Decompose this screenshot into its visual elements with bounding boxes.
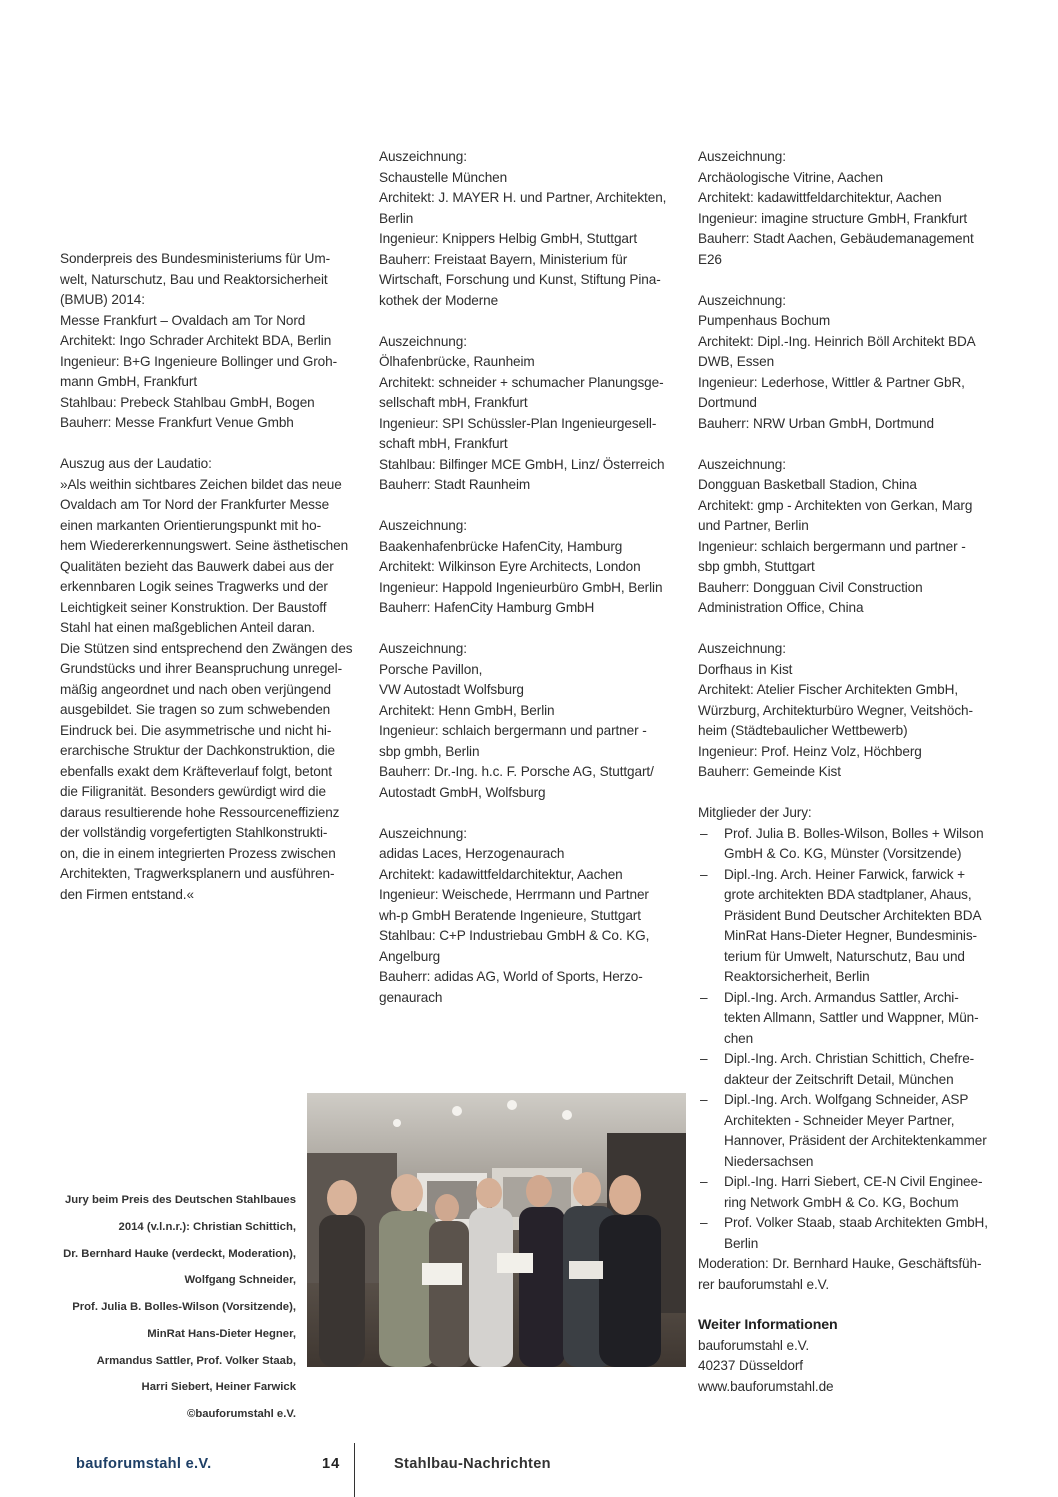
- text-line: Ingenieur: B+G Ingenieure Bollinger und Groh-: [60, 353, 337, 369]
- jury-member-line: – Dipl.-Ing. Arch. Christian Schittich, Chefre-: [724, 1051, 975, 1066]
- jury-member: [698, 865, 998, 988]
- page-number: 14: [322, 1456, 341, 1472]
- column-3-lines: [698, 147, 998, 824]
- text-line: Ingenieur: Prof. Heinz Volz, Höchberg: [698, 743, 922, 759]
- text-line: Bauherr: NRW Urban GmbH, Dortmund: [698, 415, 934, 431]
- paragraph-gap: [379, 803, 679, 824]
- text-line: wh-p GmbH Beratende Ingenieure, Stuttgart: [379, 907, 641, 923]
- text-line: Ovaldach am Tor Nord der Frankfurter Messe: [60, 497, 330, 512]
- photo-caption: [40, 1182, 296, 1434]
- text-line: Stahlbau: Bilfinger MCE GmbH, Linz/ Österreich: [379, 456, 665, 472]
- text-line: Autostadt GmbH, Wolfsburg: [379, 784, 546, 800]
- text-line: Angelburg: [379, 948, 441, 964]
- jury-member-line: Präsident Bund Deutscher Architekten BDA: [724, 907, 982, 923]
- text-line: Eindruck bei. Die asymmetrische und nicht hi-: [60, 722, 332, 738]
- text-line: schaft mbH, Frankfurt: [379, 436, 508, 451]
- caption-line: Harri Siebert, Heiner Farwick: [141, 1381, 296, 1394]
- text-line: sbp gmbh, Stuttgart: [698, 559, 815, 574]
- text-line: Mitglieder der Jury:: [698, 805, 812, 820]
- text-line: Ingenieur: SPI Schüssler-Plan Ingenieurgesell-: [379, 415, 657, 431]
- text-line: Architekten, Tragwerksplanern und ausführen-: [60, 866, 335, 881]
- text-line: VW Autostadt Wolfsburg: [379, 682, 524, 697]
- text-line: der vollständig vorgefertigten Stahlkonstrukti-: [60, 825, 328, 840]
- text-line: Auszeichnung:: [379, 518, 467, 533]
- text-column-1: [60, 249, 360, 905]
- caption-line: Dr. Bernhard Hauke (verdeckt, Moderation),: [63, 1247, 296, 1260]
- jury-member-line: grote architekten BDA stadtplaner, Ahaus,: [724, 887, 972, 902]
- text-line: Architekt: kadawittfeldarchitektur, Aachen: [698, 190, 942, 205]
- text-line: Stahl hat einen maßgeblichen Anteil daran.: [60, 620, 316, 635]
- text-line: Bauherr: Stadt Raunheim: [379, 477, 531, 492]
- text-line: Architekt: Henn GmbH, Berlin: [379, 702, 555, 718]
- text-line: Architekt: kadawittfeldarchitektur, Aachen: [379, 866, 623, 882]
- paragraph-gap: [698, 619, 998, 640]
- text-line: heim (Städtebaulicher Wettbewerb): [698, 723, 908, 738]
- text-line: Auszeichnung:: [379, 333, 467, 349]
- text-line: Architekt: gmp - Architekten von Gerkan, Marg: [698, 497, 973, 513]
- jury-member-line: GmbH & Co. KG, Münster (Vorsitzende): [724, 846, 962, 861]
- jury-member-line: ring Network GmbH & Co. KG, Bochum: [724, 1194, 959, 1210]
- text-line: Bauherr: adidas AG, World of Sports, Herzo-: [379, 969, 643, 984]
- text-line: Auszeichnung:: [698, 641, 786, 656]
- caption-line: Jury beim Preis des Deutschen Stahlbaues: [64, 1194, 296, 1207]
- text-line: erarchische Struktur der Dachkonstruktion, die: [60, 743, 335, 758]
- text-line: Ingenieur: schlaich bergermann und partner -: [698, 538, 966, 554]
- text-column-2: [379, 147, 679, 1008]
- text-line: Bauherr: Messe Frankfurt Venue Gmbh: [60, 415, 294, 430]
- text-line: Ingenieur: schlaich bergermann und partner -: [379, 723, 647, 738]
- text-line: welt, Naturschutz, Bau und Reaktorsicherheit: [60, 271, 328, 287]
- text-line: Sonderpreis des Bundesministeriums für Um-: [60, 251, 331, 266]
- jury-member-line: terium für Umwelt, Naturschutz, Bau und: [724, 948, 965, 964]
- contact-line: 40237 Düsseldorf: [698, 1358, 803, 1373]
- jury-member: [698, 988, 998, 1050]
- text-line: Baakenhafenbrücke HafenCity, Hamburg: [379, 538, 623, 554]
- text-line: Architekt: Dipl.-Ing. Heinrich Böll Architekt BDA: [698, 333, 976, 349]
- column-2-lines: [379, 147, 679, 1008]
- text-line: Auszeichnung:: [698, 456, 786, 472]
- jury-member: [698, 1172, 998, 1213]
- caption-line: ©bauforumstahl e.V.: [187, 1407, 296, 1420]
- text-line: genaurach: [379, 989, 443, 1005]
- text-line: hem Wiedererkennungswert. Seine ästhetischen: [60, 538, 349, 553]
- jury-member-line: dakteur der Zeitschrift Detail, München: [724, 1071, 954, 1087]
- text-line: sellschaft mbH, Frankfurt: [379, 395, 528, 410]
- text-line: Dorfhaus in Kist: [698, 661, 793, 677]
- text-line: Architekt: Ingo Schrader Architekt BDA, Berlin: [60, 333, 332, 348]
- text-line: ebenfalls exakt dem Kräfteverlauf folgt, betont: [60, 763, 332, 779]
- text-line: Bauherr: Freistaat Bayern, Ministerium für: [379, 251, 628, 267]
- jury-member-line: – Dipl.-Ing. Arch. Heiner Farwick, farwick +: [724, 866, 965, 882]
- jury-member: [698, 824, 998, 865]
- text-line: ausgebildet. Sie tragen so zum schwebenden: [60, 702, 331, 717]
- text-line: Bauherr: Dr.-Ing. h.c. F. Porsche AG, Stuttgart/: [379, 764, 654, 779]
- caption-line: Armandus Sattler, Prof. Volker Staab,: [96, 1354, 296, 1367]
- text-line: Architekt: Atelier Fischer Architekten GmbH,: [698, 682, 959, 697]
- text-line: Porsche Pavillon,: [379, 661, 483, 677]
- footer-divider: [354, 1443, 355, 1497]
- jury-member-line: – Dipl.-Ing. Arch. Armandus Sattler, Archi-: [724, 989, 959, 1005]
- moderation-line: rer bauforumstahl e.V.: [698, 1276, 830, 1292]
- text-line: mann GmbH, Frankfurt: [60, 374, 197, 389]
- text-line: Auszeichnung:: [379, 149, 467, 164]
- paragraph-gap: [379, 496, 679, 517]
- jury-member-line: – Prof. Julia B. Bolles-Wilson, Bolles + Wilson: [724, 825, 984, 841]
- text-line: Wirtschaft, Forschung und Kunst, Stiftung Pina-: [379, 272, 661, 287]
- jury-photo: [307, 1093, 686, 1367]
- text-line: Würzburg, Architekturbüro Wegner, Veitshöch-: [698, 702, 973, 718]
- text-line: Auszeichnung:: [379, 641, 467, 656]
- text-line: Auszeichnung:: [379, 825, 467, 841]
- paragraph-gap: [379, 619, 679, 640]
- text-line: den Firmen entstand.«: [60, 886, 194, 902]
- jury-member-line: Reaktorsicherheit, Berlin: [724, 969, 870, 984]
- text-line: adidas Laces, Herzogenaurach: [379, 846, 565, 861]
- text-line: Architekt: J. MAYER H. und Partner, Architekten,: [379, 190, 667, 205]
- more-info-block: [698, 1336, 998, 1398]
- paragraph-gap: [60, 434, 360, 455]
- caption-line: 2014 (v.l.n.r.): Christian Schittich,: [118, 1221, 296, 1233]
- more-info-heading: Weiter Informationen: [698, 1317, 838, 1333]
- paragraph-gap: [698, 783, 998, 804]
- text-line: Auszeichnung:: [698, 292, 786, 308]
- text-line: Ingenieur: Happold Ingenieurbüro GmbH, Berlin: [379, 579, 663, 595]
- text-line: einen markanten Orientierungspunkt mit ho-: [60, 517, 322, 533]
- text-line: Administration Office, China: [698, 600, 864, 615]
- text-line: Stahlbau: C+P Industriebau GmbH & Co. KG,: [379, 928, 650, 943]
- text-column-3: [698, 147, 998, 1397]
- text-line: Auszug aus der Laudatio:: [60, 456, 212, 471]
- jury-member-line: Architekten - Schneider Meyer Partner,: [724, 1112, 955, 1128]
- moderation-note: [698, 1254, 998, 1295]
- text-line: erkennbaren Logik seines Tragwerks und der: [60, 579, 328, 594]
- text-line: Pumpenhaus Bochum: [698, 313, 831, 328]
- text-line: Qualitäten bezieht das Bauwerk dabei aus der: [60, 558, 334, 574]
- text-line: Ingenieur: imagine structure GmbH, Frankfurt: [698, 210, 968, 226]
- text-line: Architekt: schneider + schumacher Planungsge-: [379, 374, 664, 390]
- text-line: Ingenieur: Knippers Helbig GmbH, Stuttgart: [379, 231, 637, 246]
- contact-line: www.bauforumstahl.de: [698, 1378, 834, 1394]
- caption-line: Wolfgang Schneider,: [184, 1274, 296, 1287]
- jury-member-line: Hannover, Präsident der Architektenkammer: [724, 1133, 987, 1148]
- jury-member-line: – Prof. Volker Staab, staab Architekten GmbH,: [724, 1215, 988, 1230]
- jury-member-line: Niedersachsen: [724, 1153, 814, 1169]
- text-line: »Als weithin sichtbares Zeichen bildet das neue: [60, 476, 342, 492]
- text-line: (BMUB) 2014:: [60, 292, 145, 307]
- text-line: on, die in einem integrierten Prozess zwischen: [60, 845, 336, 861]
- text-line: kothek der Moderne: [379, 292, 499, 308]
- jury-member-line: Berlin: [724, 1235, 759, 1251]
- text-line: daraus resultierende hohe Ressourceneffizienz: [60, 804, 340, 820]
- text-line: Bauherr: Gemeinde Kist: [698, 764, 841, 779]
- text-line: DWB, Essen: [698, 354, 775, 369]
- moderation-line: Moderation: Dr. Bernhard Hauke, Geschäftsfüh-: [698, 1256, 982, 1271]
- footer-publication: Stahlbau-Nachrichten: [394, 1456, 551, 1472]
- text-line: Bauherr: HafenCity Hamburg GmbH: [379, 600, 595, 615]
- jury-photo-illustration: [307, 1093, 686, 1367]
- caption-line: Prof. Julia B. Bolles-Wilson (Vorsitzende),: [72, 1301, 296, 1314]
- text-line: Dongguan Basketball Stadion, China: [698, 477, 917, 492]
- text-line: Ölhafenbrücke, Raunheim: [379, 354, 535, 369]
- contact-line: bauforumstahl e.V.: [698, 1337, 810, 1353]
- text-line: Leichtigkeit seiner Konstruktion. Der Baustoff: [60, 599, 327, 615]
- text-line: die Filigranität. Besonders gewürdigt wird die: [60, 784, 326, 799]
- jury-member-line: tekten Allmann, Sattler und Wappner, Mün-: [724, 1010, 979, 1025]
- text-line: und Partner, Berlin: [698, 518, 809, 533]
- jury-member-line: MinRat Hans-Dieter Hegner, Bundesminis-: [724, 928, 977, 943]
- text-line: Dortmund: [698, 395, 757, 410]
- jury-member-line: – Dipl.-Ing. Arch. Wolfgang Schneider, ASP: [724, 1092, 969, 1107]
- text-line: Archäologische Vitrine, Aachen: [698, 169, 883, 185]
- paragraph-gap: [698, 434, 998, 455]
- text-line: Auszeichnung:: [698, 149, 786, 164]
- text-line: Berlin: [379, 210, 414, 226]
- jury-member: [698, 1090, 998, 1172]
- text-line: mäßig angeordnet und nach oben verjüngend: [60, 681, 332, 697]
- text-line: Grundstücks und ihrer Beanspruchung unregel-: [60, 661, 342, 676]
- jury-member-list: [698, 824, 998, 1255]
- column-1-lines: [60, 249, 360, 905]
- text-line: Ingenieur: Weischede, Herrmann und Partner: [379, 887, 649, 902]
- jury-member-line: – Dipl.-Ing. Harri Siebert, CE-N Civil Enginee-: [724, 1174, 983, 1189]
- text-line: Stahlbau: Prebeck Stahlbau GmbH, Bogen: [60, 394, 315, 410]
- text-line: Architekt: Wilkinson Eyre Architects, London: [379, 559, 641, 574]
- paragraph-gap: [698, 270, 998, 291]
- paragraph-gap: [379, 311, 679, 332]
- jury-member: [698, 1049, 998, 1090]
- text-line: Bauherr: Dongguan Civil Construction: [698, 579, 923, 595]
- text-line: sbp gmbh, Berlin: [379, 743, 480, 759]
- text-line: Bauherr: Stadt Aachen, Gebäudemanagement: [698, 231, 974, 246]
- jury-member: [698, 1213, 998, 1254]
- caption-line: MinRat Hans-Dieter Hegner,: [147, 1327, 296, 1340]
- jury-member-line: chen: [724, 1030, 754, 1046]
- text-line: E26: [698, 251, 722, 267]
- text-line: Ingenieur: Lederhose, Wittler & Partner GbR,: [698, 374, 965, 390]
- text-line: Messe Frankfurt – Ovaldach am Tor Nord: [60, 312, 306, 328]
- text-line: Die Stützen sind entsprechend den Zwängen des: [60, 640, 353, 656]
- text-line: Schaustelle München: [379, 169, 508, 185]
- footer-publisher: bauforumstahl e.V.: [76, 1456, 212, 1472]
